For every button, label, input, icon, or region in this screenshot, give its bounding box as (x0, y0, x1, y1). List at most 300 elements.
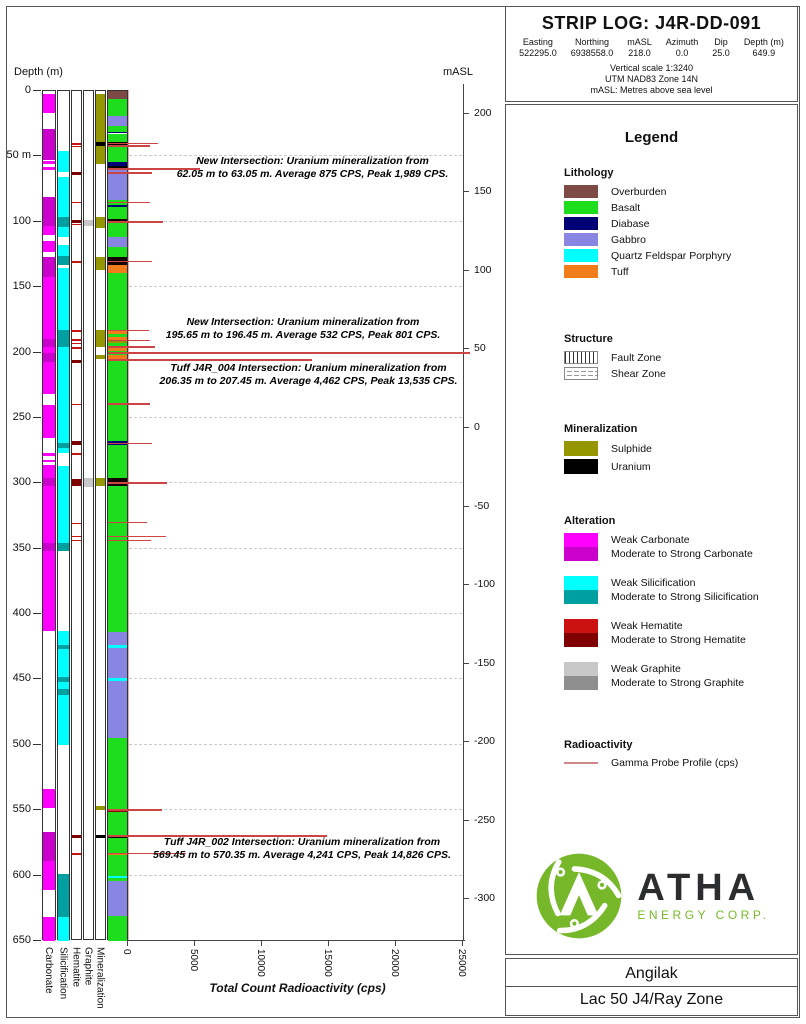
depth-tick (33, 417, 41, 418)
collar-table (506, 37, 797, 59)
depth-tick-label: 450 (12, 672, 31, 685)
depth-tick (33, 286, 41, 287)
legend-structure (564, 333, 666, 383)
depth-tick-label: 0 (24, 84, 31, 96)
weak-label: Weak Graphite (611, 663, 681, 675)
gamma-spike (108, 172, 152, 173)
masl-tick (463, 427, 469, 428)
mineralization-column-label: Mineralization (94, 947, 106, 1009)
masl-tick-label: 100 (474, 263, 492, 276)
mineralization-section-title: Mineralization (564, 423, 638, 435)
depth-tick-label: 50 m (6, 149, 31, 162)
header-box (505, 6, 798, 102)
lithology-interval (108, 486, 127, 632)
intersection-annotation-3 (136, 362, 481, 387)
collar-field-value: 0.0 (675, 48, 689, 58)
project-name: Angilak (625, 964, 678, 982)
alteration-group (564, 576, 759, 604)
annotation-line: New Intersection: Uranium mineralization from (186, 316, 420, 328)
depth-tick-label: 200 (12, 345, 31, 358)
gamma-trace-baseline (128, 90, 129, 940)
alteration-labels (598, 576, 759, 604)
masl-tick-label: 150 (474, 185, 492, 198)
strong-label: Moderate to Strong Graphite (611, 677, 745, 689)
masl-tick (463, 741, 469, 742)
carbonate-interval (43, 353, 55, 362)
depth-tick-label: 550 (12, 803, 31, 816)
masl-tick-label: 0 (474, 421, 480, 433)
hematite-interval (72, 479, 81, 486)
radioactivity-section-title: Radioactivity (564, 739, 633, 751)
carbonate-interval (43, 161, 55, 164)
legend-alteration (564, 515, 759, 705)
note-vertical-scale: Vertical scale 1:3240 (609, 63, 694, 73)
hematite-interval (72, 347, 81, 349)
radioactivity-tick (127, 940, 128, 946)
alteration-swatch (564, 533, 598, 561)
carbonate-interval (43, 543, 55, 551)
lithology-item (564, 185, 731, 198)
annotation-line: Tuff J4R_004 Intersection: Uranium mineralization from (170, 362, 447, 374)
carbonate-interval (43, 241, 55, 251)
depth-tick (33, 352, 41, 353)
hematite-interval (72, 202, 81, 203)
gamma-spike (108, 540, 151, 541)
masl-tick (463, 584, 469, 585)
lithology-item-swatch (564, 233, 598, 246)
silicification-interval (58, 543, 69, 551)
depth-gridline (129, 678, 462, 679)
lithology-item (564, 201, 731, 214)
lithology-interval (108, 134, 127, 143)
carbonate-interval (43, 453, 55, 456)
lithology-item (564, 217, 731, 230)
note-utm-zone: UTM NAD83 Zone 14N (604, 74, 699, 84)
depth-tick-label: 500 (12, 737, 31, 750)
weak-swatch (564, 662, 598, 676)
legend-box (505, 104, 798, 955)
weak-swatch (564, 619, 598, 633)
collar-field (627, 37, 652, 59)
alteration-labels (598, 619, 746, 647)
alteration-group (564, 533, 759, 561)
lithology-interval (108, 681, 127, 739)
annotation-line: 569.45 m to 570.35 m. Average 4,241 CPS, Peak 14,826 CPS. (153, 848, 451, 861)
silicification-interval (58, 177, 69, 216)
hematite-interval (72, 523, 81, 524)
lithology-interval (108, 91, 127, 99)
mineralization-interval (96, 94, 105, 142)
legend-title: Legend (624, 129, 679, 146)
atha-logo-icon (533, 850, 625, 942)
mineralization-interval (96, 835, 105, 838)
lithology-interval (108, 855, 127, 875)
structure-item (564, 367, 666, 380)
graphite-interval (84, 478, 93, 487)
carbonate-column-label: Carbonate (43, 947, 54, 994)
depth-gridline (129, 744, 462, 745)
depth-gridline (129, 221, 462, 222)
collar-field-label: Azimuth (665, 37, 699, 47)
hematite-interval (72, 540, 81, 542)
lithology-interval (108, 99, 127, 116)
mineralization-item-swatch (564, 441, 598, 456)
depth-tick (33, 482, 41, 483)
atha-subtitle: ENERGY CORP. (637, 908, 770, 922)
carbonate-interval (43, 197, 55, 226)
gamma-spike (108, 261, 152, 262)
info-panel (505, 6, 798, 1016)
gamma-spike (108, 143, 158, 144)
hematite-interval (72, 404, 81, 405)
radioactivity-tick-label: 5000 (188, 949, 199, 972)
hematite-interval (72, 261, 81, 263)
mineralization-item (564, 459, 652, 474)
mineralization-item-label: Uranium (611, 460, 651, 473)
intersection-annotation-1 (160, 155, 465, 180)
carbonate-interval (43, 551, 55, 631)
hematite-interval (72, 224, 81, 225)
hematite-track (71, 90, 82, 940)
gamma-spike (108, 145, 150, 146)
gamma-line-label: Gamma Probe Profile (cps) (611, 757, 739, 769)
depth-tick-label: 650 (12, 934, 31, 946)
gamma-spike (108, 522, 147, 523)
collar-field-label: Northing (574, 37, 609, 47)
silicification-column-label: Silicification (57, 947, 69, 1000)
collar-field-value: 6938558.0 (570, 48, 614, 58)
mineralization-item-swatch (564, 459, 598, 474)
radioactivity-tick-label: 25000 (456, 949, 467, 977)
masl-axis-line (463, 84, 464, 941)
gamma-spike (108, 809, 162, 810)
silicification-interval (58, 347, 69, 442)
legend-lithology (564, 167, 731, 281)
mineralization-interval (96, 806, 105, 810)
masl-axis-title: mASL (443, 66, 473, 78)
depth-tick (33, 613, 41, 614)
structure-item-label: Fault Zone (611, 351, 662, 364)
annotation-line: 206.35 m to 207.45 m. Average 4,462 CPS, Peak 13,535 CPS. (159, 374, 458, 387)
note-masl: mASL: Metres above sea level (590, 85, 713, 95)
collar-field-value: 649.9 (752, 48, 776, 58)
radioactivity-tick (328, 940, 329, 946)
mineralization-interval (96, 478, 105, 486)
depth-gridline (129, 417, 462, 418)
lithology-interval (108, 916, 127, 941)
silicification-interval (58, 217, 69, 227)
carbonate-interval (43, 486, 55, 544)
strong-swatch (564, 590, 598, 604)
atha-name: ATHA (637, 867, 761, 909)
lithology-interval (108, 881, 127, 916)
alteration-swatch (564, 662, 598, 690)
lithology-item (564, 265, 731, 278)
lithology-interval (108, 265, 127, 273)
depth-tick-label: 350 (12, 541, 31, 554)
alteration-group (564, 619, 759, 647)
company-logo (506, 850, 797, 942)
radioactivity-tick (462, 940, 463, 946)
depth-tick (33, 940, 41, 941)
lithology-track (107, 90, 128, 940)
depth-gridline (129, 482, 462, 483)
hematite-interval (72, 220, 81, 223)
lithology-item-label: Tuff (611, 265, 629, 278)
mineralization-interval (96, 257, 105, 270)
silicification-interval (58, 917, 69, 941)
lithology-item-swatch (564, 201, 598, 214)
depth-tick (33, 875, 41, 876)
depth-tick (33, 809, 41, 810)
alteration-labels (598, 662, 744, 690)
lithology-interval (108, 838, 127, 854)
weak-swatch (564, 533, 598, 547)
mineralization-interval (96, 146, 105, 164)
lithology-interval (108, 145, 127, 161)
hematite-interval (72, 835, 81, 838)
masl-tick-label: -150 (474, 656, 496, 669)
legend-radioactivity (564, 739, 738, 772)
masl-tick (463, 898, 469, 899)
depth-tick (33, 155, 41, 156)
lithology-item-swatch (564, 217, 598, 230)
depth-tick (33, 678, 41, 679)
lithology-interval (108, 632, 127, 645)
carbonate-interval (43, 405, 55, 438)
carbonate-interval (43, 789, 55, 807)
collar-field-label: Easting (522, 37, 553, 47)
collar-field (519, 37, 557, 59)
mineralization-item-label: Sulphide (611, 442, 652, 455)
silicification-interval (58, 649, 69, 676)
structure-item-swatch (564, 367, 598, 380)
depth-axis-title: Depth (m) (14, 66, 63, 78)
lithology-item-swatch (564, 249, 598, 262)
carbonate-interval (43, 257, 55, 277)
collar-field-label: Dip (714, 37, 728, 47)
graphite-interval (84, 220, 93, 225)
strong-swatch (564, 633, 598, 647)
silicification-interval (58, 330, 69, 347)
masl-tick-label: -200 (474, 735, 496, 748)
collar-field (666, 37, 699, 59)
gamma-spike (108, 359, 312, 361)
weak-label: Weak Silicification (611, 577, 696, 589)
silicification-interval (58, 631, 69, 645)
gamma-line-swatch (564, 762, 598, 764)
structure-item-label: Shear Zone (611, 367, 666, 380)
collar-field-label: mASL (627, 37, 652, 47)
carbonate-interval (43, 277, 55, 340)
silicification-interval (58, 227, 69, 237)
silicification-interval (58, 695, 69, 745)
carbonate-interval (43, 478, 55, 486)
masl-tick (463, 270, 469, 271)
radioactivity-tick-label: 20000 (389, 949, 400, 977)
collar-field-value: 522295.0 (519, 48, 557, 58)
gamma-spike (108, 202, 150, 203)
lithology-interval (108, 812, 127, 836)
masl-tick (463, 113, 469, 114)
carbonate-interval (43, 832, 55, 861)
gamma-spike (108, 536, 166, 537)
hematite-interval (72, 339, 81, 340)
radioactivity-axis-line (127, 940, 465, 941)
radioactivity-tick (261, 940, 262, 946)
carbonate-interval (43, 129, 55, 160)
masl-tick-label: -250 (474, 813, 496, 826)
radioactivity-axis-title: Total Count Radioactivity (cps) (209, 981, 386, 995)
masl-tick-label: -100 (474, 578, 496, 591)
annotation-line: Tuff J4R_002 Intersection: Uranium mineralization from (163, 836, 441, 848)
depth-tick-label: 400 (12, 607, 31, 620)
alteration-group (564, 662, 759, 690)
masl-tick-label: -300 (474, 892, 496, 905)
lithology-interval (108, 648, 127, 678)
lithology-item (564, 233, 731, 246)
masl-tick-label: 50 (474, 342, 486, 355)
silicification-track (57, 90, 70, 940)
depth-gridline (129, 613, 462, 614)
hematite-interval (72, 536, 81, 538)
lithology-interval (108, 223, 127, 237)
strong-label: Moderate to Strong Silicification (611, 591, 759, 603)
alteration-swatch (564, 619, 598, 647)
strong-label: Moderate to Strong Hematite (611, 634, 746, 646)
masl-tick (463, 191, 469, 192)
collar-field-label: Depth (m) (743, 37, 784, 47)
hematite-interval (72, 172, 81, 175)
hematite-interval (72, 453, 81, 454)
strong-swatch (564, 547, 598, 561)
graphite-track (83, 90, 94, 940)
alteration-section-title: Alteration (564, 515, 616, 527)
radioactivity-tick-label: 0 (121, 949, 132, 955)
structure-item (564, 351, 666, 364)
silicification-interval (58, 268, 69, 331)
radioactivity-tick-label: 10000 (255, 949, 266, 977)
radioactivity-tick (395, 940, 396, 946)
gamma-spike (108, 352, 470, 354)
lithology-item-label: Basalt (611, 201, 641, 214)
gamma-spike (108, 346, 155, 347)
depth-gridline (129, 809, 462, 810)
depth-tick-label: 250 (12, 410, 31, 423)
silicification-interval (58, 245, 69, 255)
depth-tick-label: 600 (12, 868, 31, 881)
gamma-spike (108, 482, 167, 483)
structure-section-title: Structure (564, 333, 613, 345)
weak-swatch (564, 576, 598, 590)
mineralization-track (95, 90, 106, 940)
structure-item-swatch (564, 351, 598, 364)
hematite-interval (72, 143, 81, 144)
radioactivity-tick-label: 15000 (322, 949, 333, 977)
lithology-interval (108, 237, 127, 246)
weak-label: Weak Hematite (611, 620, 683, 632)
masl-tick-label: -50 (474, 499, 490, 512)
lithology-item-swatch (564, 265, 598, 278)
carbonate-interval (43, 460, 55, 463)
gamma-spike (108, 221, 163, 222)
annotation-line: 195.65 m to 196.45 m. Average 532 CPS, Peak 801 CPS. (165, 328, 441, 341)
radioactivity-item (564, 757, 738, 769)
masl-tick (463, 663, 469, 664)
lithology-section-title: Lithology (564, 167, 614, 179)
masl-tick (463, 820, 469, 821)
carbonate-interval (43, 362, 55, 395)
mineralization-item (564, 441, 652, 456)
depth-tick-label: 300 (12, 476, 31, 489)
depth-tick (33, 744, 41, 745)
carbonate-interval (43, 339, 55, 347)
strip-log-title: STRIP LOG: J4R-DD-091 (541, 13, 762, 33)
carbonate-interval (43, 226, 55, 235)
lithology-interval (108, 359, 127, 441)
lithology-item-label: Overburden (611, 185, 667, 198)
depth-gridline (129, 875, 462, 876)
lithology-item-label: Gabbro (611, 233, 647, 246)
annotation-line: 62.05 m to 63.05 m. Average 875 CPS, Peak 1,989 CPS. (176, 167, 449, 180)
collar-field (571, 37, 614, 59)
carbonate-interval (43, 917, 55, 941)
masl-tick (463, 506, 469, 507)
silicification-interval (58, 448, 69, 453)
graphite-column-label: Graphite (82, 947, 94, 986)
masl-tick-label: 200 (474, 106, 492, 119)
hematite-interval (72, 343, 81, 344)
hematite-interval (72, 360, 81, 363)
silicification-interval (58, 466, 69, 543)
lithology-item-label: Diabase (611, 217, 650, 230)
lithology-interval (108, 207, 127, 219)
silicification-interval (58, 874, 69, 917)
silicification-interval (58, 682, 69, 689)
hematite-interval (72, 441, 81, 445)
mineralization-interval (96, 355, 105, 359)
collar-field (712, 37, 730, 59)
silicification-interval (58, 256, 69, 265)
gamma-spike (108, 403, 150, 404)
carbonate-track (42, 90, 56, 940)
lithology-item-label: Quartz Feldspar Porphyry (611, 249, 732, 262)
hematite-interval (72, 330, 81, 331)
annotation-line: New Intersection: Uranium mineralization from (196, 155, 429, 167)
lithology-interval (108, 116, 127, 126)
depth-tick (33, 548, 41, 549)
collar-field-value: 218.0 (628, 48, 651, 58)
carbonate-interval (43, 465, 55, 478)
lithology-interval (108, 247, 127, 257)
strong-swatch (564, 676, 598, 690)
hematite-column-label: Hematite (70, 947, 82, 988)
collar-field-value: 25.0 (712, 48, 730, 58)
mineralization-interval (96, 217, 105, 229)
hematite-interval (72, 146, 81, 147)
header-notes (506, 63, 797, 96)
depth-tick (33, 221, 41, 222)
atha-logo-text (637, 867, 770, 922)
masl-tick (463, 348, 469, 349)
strong-label: Moderate to Strong Carbonate (611, 548, 753, 560)
lithology-interval (108, 273, 127, 331)
depth-tick-label: 100 (12, 214, 31, 227)
carbonate-interval (43, 861, 55, 890)
carbonate-interval (43, 167, 55, 170)
lithology-item (564, 249, 731, 262)
alteration-labels (598, 533, 753, 561)
